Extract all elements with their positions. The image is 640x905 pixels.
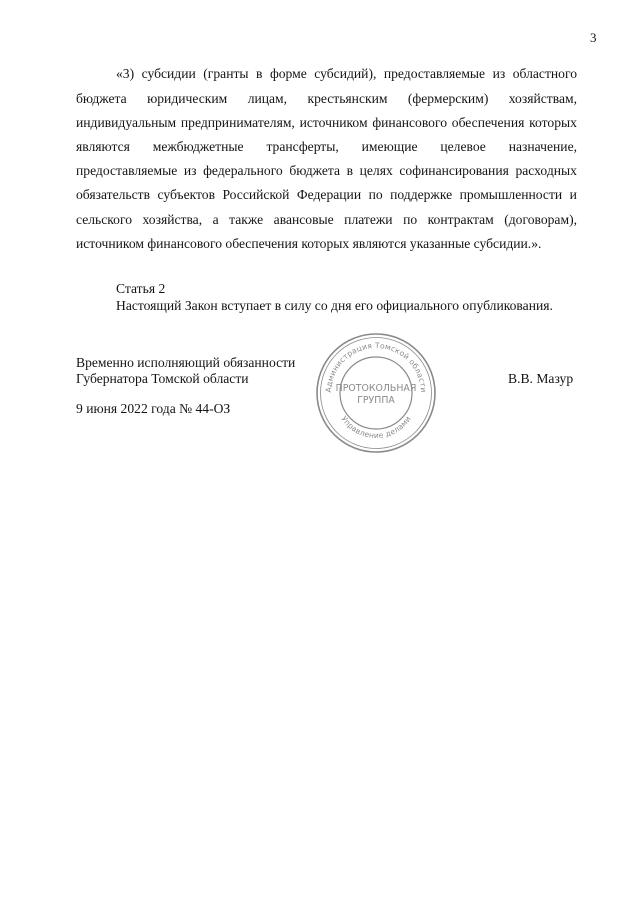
official-stamp — [314, 331, 438, 455]
word: целевое — [440, 139, 486, 154]
word: хозяйствам, — [508, 91, 577, 106]
word: индивидуальным — [76, 115, 177, 130]
paragraph-line — [116, 64, 577, 84]
word: (фермерским) — [407, 91, 489, 106]
word: форме — [269, 66, 307, 81]
word: и — [569, 187, 577, 202]
word: трансферты, — [266, 139, 339, 154]
word: из — [492, 66, 506, 81]
signatory-position-line2: Губернатора Томской области — [76, 371, 249, 386]
word: в — [256, 66, 263, 81]
word: обеспечения — [451, 115, 525, 130]
word: субъектов — [157, 187, 215, 202]
word: юридическим — [147, 91, 228, 106]
law-date-number: 9 июня 2022 года № 44-ОЗ — [76, 401, 231, 416]
word: предоставляемые — [76, 163, 178, 178]
word: лицам, — [247, 91, 288, 106]
word: которых — [529, 115, 577, 130]
word: областного — [512, 66, 577, 81]
word: также — [229, 212, 264, 227]
paragraph-line — [76, 113, 577, 133]
word: в — [346, 163, 354, 178]
word: сельского — [76, 212, 132, 227]
signatory-name: В.В. Мазур — [508, 371, 574, 386]
page-number: 3 — [590, 30, 597, 45]
stamp-center-line1: ПРОТОКОЛЬНАЯ — [335, 383, 417, 394]
word: предпринимателям, — [180, 115, 295, 130]
word: по — [403, 212, 418, 227]
signatory-position-line1: Временно исполняющий обязанности — [76, 355, 296, 370]
stamp-ring-top-text: Администрация Томской области — [323, 340, 429, 393]
word: предоставляемые — [383, 66, 486, 81]
word: по — [368, 187, 383, 202]
word: бюджета — [76, 91, 127, 106]
stamp-ring-bottom-text: Управление делами — [339, 414, 413, 441]
word: хозяйства, — [142, 212, 203, 227]
word: (гранты — [203, 66, 249, 81]
word: субсидий), — [314, 66, 377, 81]
word: назначение, — [508, 139, 577, 154]
word: (договорам), — [504, 212, 577, 227]
word: крестьянским — [307, 91, 388, 106]
word: из — [183, 163, 197, 178]
word: расходных — [515, 163, 577, 178]
word: авансовые — [273, 212, 334, 227]
word: промышленности — [459, 187, 563, 202]
word: Российской — [222, 187, 290, 202]
word: межбюджетные — [152, 139, 244, 154]
word: имеющие — [361, 139, 418, 154]
word: федерального — [203, 163, 283, 178]
word: обязательств — [76, 187, 151, 202]
word: бюджета — [289, 163, 341, 178]
paragraph-line — [76, 89, 577, 109]
word: поддержке — [390, 187, 453, 202]
paragraph-line — [76, 210, 577, 230]
word: субсидии — [141, 66, 196, 81]
paragraph-line — [76, 161, 577, 181]
word: являются — [76, 139, 130, 154]
word: а — [212, 212, 219, 227]
word: источником — [299, 115, 368, 130]
word: Федерации — [296, 187, 362, 202]
article-text: Настоящий Закон вступает в силу со дня его официального опубликования. — [116, 298, 553, 313]
word: софинансирования — [399, 163, 509, 178]
paragraph-line — [76, 137, 577, 157]
paragraph-line — [76, 185, 577, 205]
paragraph-last-line: источником финансового обеспечения которых являются указанные субсидии.». — [76, 236, 542, 251]
article-title: Статья 2 — [116, 281, 166, 296]
word: «3) — [116, 66, 135, 81]
word: контрактам — [427, 212, 494, 227]
stamp-center-line2: ГРУППА — [357, 395, 395, 406]
word: целях — [359, 163, 393, 178]
word: финансового — [372, 115, 447, 130]
word: платежи — [344, 212, 393, 227]
